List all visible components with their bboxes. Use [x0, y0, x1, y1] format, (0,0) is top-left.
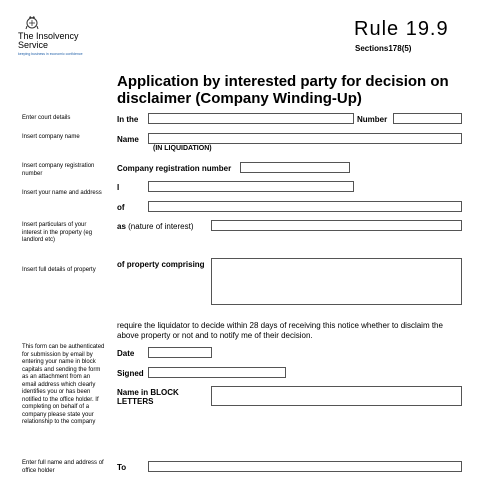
as-hint: (nature of interest) — [128, 222, 194, 231]
logo-text-line1: The Insolvency — [18, 31, 79, 41]
side-note-reg-number: Insert company registration number — [22, 163, 95, 177]
property-details-input[interactable] — [211, 258, 462, 305]
name-label: Name — [117, 135, 139, 144]
side-note-authentication: This form can be authenticated for submission by email by entering your name in block capitals and sending the form as an attachment from an email address which clearly identifies you or has been notified to the office holder. If completing on behalf of a company please state your relationship to the company — [22, 344, 105, 425]
side-note-court: Enter court details — [22, 115, 71, 121]
as-label: as — [117, 222, 126, 231]
rule-number: Rule 19.9 — [354, 18, 449, 40]
property-label: of property comprising — [117, 260, 205, 269]
side-note-interest: Insert particulars of your interest in the property (eg landlord etc) — [22, 222, 93, 243]
applicant-name-input[interactable] — [148, 181, 354, 192]
logo-text-line2: Service — [18, 40, 49, 50]
document-title: Application by interested party for decision on disclaimer (Company Winding-Up) — [117, 73, 449, 107]
side-note-property: Insert full details of property — [22, 267, 96, 273]
side-note-office-holder: Enter full name and address of office holder — [22, 460, 104, 474]
reg-number-label: Company registration number — [117, 164, 232, 173]
case-number-input[interactable] — [393, 113, 462, 124]
i-label: I — [117, 183, 120, 192]
date-label: Date — [117, 349, 135, 358]
reg-number-input[interactable] — [240, 162, 350, 173]
side-note-your-name: Insert your name and address — [22, 190, 102, 196]
sections-reference: Sections178(5) — [355, 44, 412, 53]
number-label: Number — [357, 115, 388, 124]
block-letters-label: Name in BLOCK LETTERS — [117, 388, 179, 406]
block-letters-name-input[interactable] — [211, 386, 462, 406]
in-liquidation-label: (IN LIQUIDATION) — [153, 145, 212, 152]
signed-label: Signed — [117, 369, 144, 378]
court-input[interactable] — [148, 113, 354, 124]
interest-input[interactable] — [211, 220, 462, 231]
office-holder-input[interactable] — [148, 461, 462, 472]
applicant-address-input[interactable] — [148, 201, 462, 212]
in-the-label: In the — [117, 115, 139, 124]
of-label: of — [117, 203, 125, 212]
royal-crest-icon — [24, 14, 40, 30]
require-statement: require the liquidator to decide within 28 days of receiving this notice whether to disclaim the above property or not and to notify me of their decision. — [117, 321, 443, 340]
side-note-company-name: Insert company name — [22, 134, 80, 140]
date-input[interactable] — [148, 347, 212, 358]
signature-input[interactable] — [148, 367, 286, 378]
to-label: To — [117, 463, 127, 472]
company-name-input[interactable] — [148, 133, 462, 144]
logo-tagline: keeping business in economic confidence — [18, 52, 83, 56]
